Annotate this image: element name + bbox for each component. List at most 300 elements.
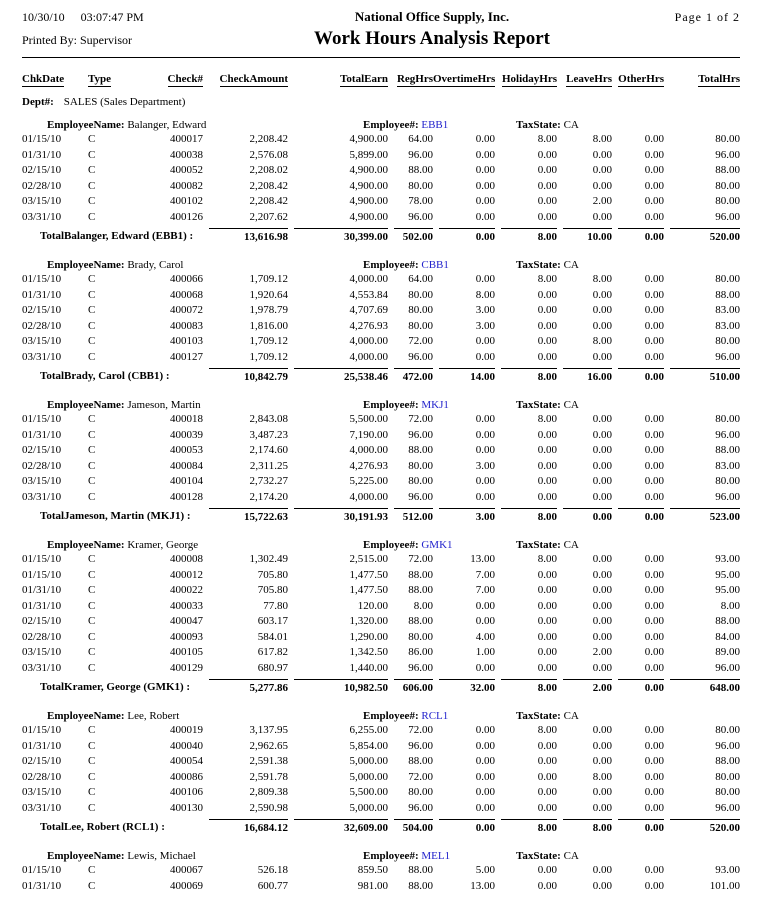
employee-header-cell xyxy=(22,530,740,552)
total-other-hrs xyxy=(612,365,664,383)
total-value: 0.00 xyxy=(618,228,664,243)
employee-number-link[interactable]: EBB1 xyxy=(421,119,449,131)
cell-overtime-hrs: 1.00 xyxy=(475,646,495,658)
detail-row xyxy=(22,568,740,584)
tax-state-label: TaxState: xyxy=(516,119,564,131)
report-title: Work Hours Analysis Report xyxy=(314,28,550,49)
cell-overtime-hrs: 0.00 xyxy=(475,724,495,736)
cell-chkdate: 03/15/10 xyxy=(22,786,62,798)
cell-reg-hrs: 72.00 xyxy=(408,724,433,736)
spacer-row xyxy=(22,694,740,701)
cell-reg-hrs: 88.00 xyxy=(408,164,433,176)
detail-row xyxy=(22,210,740,226)
detail-row xyxy=(22,801,740,817)
cell-chkdate: 01/15/10 xyxy=(22,553,62,565)
cell-type: C xyxy=(88,288,96,301)
cell-leave-hrs: 0.00 xyxy=(592,444,612,456)
total-value: 10,982.50 xyxy=(294,679,388,694)
cell-leave-hrs: 0.00 xyxy=(592,164,612,176)
detail-row xyxy=(22,785,740,801)
cell-chkdate: 02/28/10 xyxy=(22,630,62,643)
cell-other-hrs: 0.00 xyxy=(644,770,664,783)
cell-type: C xyxy=(88,164,96,176)
cell-overtime-hrs: 0.00 xyxy=(475,599,495,612)
cell-other-hrs: 0.00 xyxy=(644,179,664,192)
cell-reg-hrs: 80.00 xyxy=(408,319,433,332)
cell-check-amount: 584.01 xyxy=(257,630,288,643)
cell-holiday-hrs: 8.00 xyxy=(537,724,557,736)
cell-type: C xyxy=(88,273,96,285)
employee-number-label: Employee#: xyxy=(363,259,422,271)
cell-other-hrs: 0.00 xyxy=(644,319,664,332)
cell-total-hrs: 80.00 xyxy=(715,724,740,736)
cell-type: C xyxy=(88,739,96,752)
cell-check-amount: 1,978.79 xyxy=(249,304,288,316)
total-holiday-hrs xyxy=(495,676,557,694)
cell-overtime-hrs: 0.00 xyxy=(475,148,495,161)
cell-holiday-hrs: 8.00 xyxy=(537,273,557,285)
total-value: 0.00 xyxy=(618,508,664,523)
spacer-cell xyxy=(22,243,740,250)
total-check-amount xyxy=(203,676,288,694)
total-total-earn xyxy=(288,816,388,834)
total-total-earn xyxy=(288,225,388,243)
tax-state-label: TaxState: xyxy=(516,399,564,411)
cell-holiday-hrs: 0.00 xyxy=(537,661,557,674)
cell-check-number: 400022 xyxy=(170,584,203,596)
column-header-overtime-hrs xyxy=(433,58,495,90)
employee-header-cell xyxy=(22,701,740,723)
detail-row xyxy=(22,443,740,459)
total-value: 10.00 xyxy=(563,228,612,243)
cell-check-number: 400083 xyxy=(170,319,203,332)
cell-overtime-hrs: 13.00 xyxy=(470,879,495,892)
cell-other-hrs: 0.00 xyxy=(644,475,664,487)
detail-row xyxy=(22,474,740,490)
cell-total-earn: 6,255.00 xyxy=(349,724,388,736)
cell-chkdate: 03/15/10 xyxy=(22,335,62,347)
cell-leave-hrs: 0.00 xyxy=(592,319,612,332)
cell-overtime-hrs: 0.00 xyxy=(475,413,495,425)
cell-other-hrs: 0.00 xyxy=(644,133,664,145)
cell-chkdate: 02/28/10 xyxy=(22,770,62,783)
employee-total-label: TotalBalanger, Edward (EBB1) : xyxy=(40,229,194,242)
cell-reg-hrs: 72.00 xyxy=(408,770,433,783)
cell-total-earn: 4,900.00 xyxy=(349,133,388,145)
cell-chkdate: 02/15/10 xyxy=(22,304,62,316)
employee-number-group xyxy=(363,259,449,271)
cell-reg-hrs: 72.00 xyxy=(408,335,433,347)
column-header-label: RegHrs xyxy=(396,73,433,85)
cell-check-amount: 77.80 xyxy=(263,599,288,612)
cell-leave-hrs: 0.00 xyxy=(592,864,612,876)
total-value: 8.00 xyxy=(501,368,557,383)
cell-chkdate: 02/15/10 xyxy=(22,615,62,627)
cell-reg-hrs: 80.00 xyxy=(408,786,433,798)
total-value: 502.00 xyxy=(394,228,433,243)
dept-row xyxy=(22,90,740,110)
employee-header-row xyxy=(22,390,740,412)
total-holiday-hrs xyxy=(495,505,557,523)
cell-holiday-hrs: 0.00 xyxy=(537,615,557,627)
tax-state-value: CA xyxy=(563,539,579,551)
employee-header-cell xyxy=(22,250,740,272)
detail-row xyxy=(22,132,740,148)
tax-state-label: TaxState: xyxy=(516,539,564,551)
total-value: 8.00 xyxy=(563,819,612,834)
total-value: 3.00 xyxy=(439,508,495,523)
cell-total-earn: 4,900.00 xyxy=(349,164,388,176)
employee-number-link[interactable]: MEL1 xyxy=(421,850,451,862)
tax-state-group xyxy=(516,710,579,722)
print-datetime xyxy=(22,10,234,25)
cell-type: C xyxy=(88,584,96,596)
cell-holiday-hrs: 0.00 xyxy=(537,568,557,581)
cell-overtime-hrs: 3.00 xyxy=(475,319,495,332)
column-header-label: CheckAmount xyxy=(219,73,288,85)
cell-overtime-hrs: 4.00 xyxy=(475,630,495,643)
tax-state-label: TaxState: xyxy=(516,850,564,862)
cell-check-amount: 2,208.42 xyxy=(249,195,288,207)
report-body xyxy=(22,90,740,894)
cell-other-hrs: 0.00 xyxy=(644,413,664,425)
cell-holiday-hrs: 0.00 xyxy=(537,755,557,767)
cell-leave-hrs: 0.00 xyxy=(592,553,612,565)
cell-reg-hrs: 86.00 xyxy=(408,646,433,658)
employee-name-group xyxy=(47,710,179,722)
cell-overtime-hrs: 0.00 xyxy=(475,210,495,223)
cell-leave-hrs: 0.00 xyxy=(592,661,612,674)
cell-holiday-hrs: 0.00 xyxy=(537,179,557,192)
cell-leave-hrs: 0.00 xyxy=(592,879,612,892)
employee-header-cell xyxy=(22,841,740,863)
cell-leave-hrs: 0.00 xyxy=(592,413,612,425)
cell-reg-hrs: 88.00 xyxy=(408,444,433,456)
cell-reg-hrs: 64.00 xyxy=(408,133,433,145)
cell-type: C xyxy=(88,490,96,503)
spacer-cell xyxy=(22,694,740,701)
cell-reg-hrs: 96.00 xyxy=(408,739,433,752)
employee-name: Lewis, Michael xyxy=(127,850,196,862)
cell-leave-hrs: 0.00 xyxy=(592,801,612,814)
total-value: 523.00 xyxy=(670,508,740,523)
report-header xyxy=(22,9,740,50)
detail-row xyxy=(22,303,740,319)
cell-type: C xyxy=(88,724,96,736)
cell-total-hrs: 88.00 xyxy=(715,164,740,176)
cell-total-hrs: 95.00 xyxy=(715,584,740,596)
total-overtime-hrs xyxy=(433,365,495,383)
cell-check-number: 400128 xyxy=(170,490,203,503)
cell-type: C xyxy=(88,630,96,643)
total-total-hrs xyxy=(664,816,740,834)
cell-total-hrs: 80.00 xyxy=(715,179,740,192)
cell-leave-hrs: 8.00 xyxy=(592,273,612,285)
cell-other-hrs: 0.00 xyxy=(644,444,664,456)
column-header-label: OvertimeHrs xyxy=(433,73,496,85)
cell-check-amount: 680.97 xyxy=(257,661,288,674)
cell-leave-hrs: 0.00 xyxy=(592,475,612,487)
cell-type: C xyxy=(88,459,96,472)
total-value: 10,842.79 xyxy=(209,368,288,383)
cell-leave-hrs: 0.00 xyxy=(592,350,612,363)
total-value: 0.00 xyxy=(439,819,495,834)
spacer-row xyxy=(22,834,740,841)
employee-total-label: TotalKramer, George (GMK1) : xyxy=(40,680,191,693)
detail-row xyxy=(22,552,740,568)
cell-reg-hrs: 80.00 xyxy=(408,630,433,643)
cell-check-number: 400130 xyxy=(170,801,203,814)
total-other-hrs xyxy=(612,816,664,834)
cell-check-amount: 2,208.42 xyxy=(249,133,288,145)
employee-number-group xyxy=(363,119,448,131)
total-value: 512.00 xyxy=(394,508,433,523)
employee-name-group xyxy=(47,119,206,131)
cell-total-earn: 4,900.00 xyxy=(349,195,388,207)
cell-chkdate: 02/15/10 xyxy=(22,164,62,176)
cell-check-amount: 2,962.65 xyxy=(249,739,288,752)
tax-state-value: CA xyxy=(563,259,579,271)
total-reg-hrs xyxy=(388,505,433,523)
cell-total-earn: 4,900.00 xyxy=(349,210,388,223)
tax-state-label: TaxState: xyxy=(516,710,564,722)
employee-total-label: TotalJameson, Martin (MKJ1) : xyxy=(40,509,191,522)
cell-holiday-hrs: 0.00 xyxy=(537,148,557,161)
cell-other-hrs: 0.00 xyxy=(644,335,664,347)
column-header-other-hrs xyxy=(612,58,664,90)
cell-check-amount: 3,137.95 xyxy=(249,724,288,736)
total-value: 16.00 xyxy=(563,368,612,383)
cell-holiday-hrs: 8.00 xyxy=(537,413,557,425)
column-header-row xyxy=(22,58,740,90)
cell-leave-hrs: 8.00 xyxy=(592,770,612,783)
cell-type: C xyxy=(88,133,96,145)
cell-total-hrs: 83.00 xyxy=(715,459,740,472)
cell-leave-hrs: 0.00 xyxy=(592,428,612,441)
column-header-total-earn xyxy=(288,58,388,90)
cell-other-hrs: 0.00 xyxy=(644,755,664,767)
cell-other-hrs: 0.00 xyxy=(644,724,664,736)
cell-chkdate: 01/31/10 xyxy=(22,288,62,301)
employee-number-link[interactable]: MKJ1 xyxy=(421,399,449,411)
cell-holiday-hrs: 0.00 xyxy=(537,444,557,456)
cell-type: C xyxy=(88,661,96,674)
cell-chkdate: 03/15/10 xyxy=(22,475,62,487)
employee-number-label: Employee#: xyxy=(363,539,422,551)
cell-chkdate: 02/15/10 xyxy=(22,444,62,456)
total-leave-hrs xyxy=(557,676,612,694)
detail-row xyxy=(22,863,740,879)
column-header-reg-hrs xyxy=(388,58,433,90)
cell-leave-hrs: 0.00 xyxy=(592,490,612,503)
total-value: 648.00 xyxy=(670,679,740,694)
cell-check-number: 400084 xyxy=(170,459,203,472)
cell-chkdate: 01/15/10 xyxy=(22,568,62,581)
cell-check-number: 400052 xyxy=(170,164,203,176)
cell-total-hrs: 80.00 xyxy=(715,195,740,207)
column-header-check-number xyxy=(148,58,203,90)
detail-row xyxy=(22,288,740,304)
total-value: 8.00 xyxy=(501,508,557,523)
cell-overtime-hrs: 0.00 xyxy=(475,786,495,798)
cell-check-amount: 2,591.78 xyxy=(249,770,288,783)
cell-reg-hrs: 80.00 xyxy=(408,475,433,487)
cell-type: C xyxy=(88,444,96,456)
total-value: 32.00 xyxy=(439,679,495,694)
total-leave-hrs xyxy=(557,365,612,383)
cell-check-number: 400129 xyxy=(170,661,203,674)
total-value: 5,277.86 xyxy=(209,679,288,694)
cell-reg-hrs: 80.00 xyxy=(408,288,433,301)
tax-state-value: CA xyxy=(563,119,579,131)
total-value: 8.00 xyxy=(501,679,557,694)
total-value: 32,609.00 xyxy=(294,819,388,834)
report-table xyxy=(22,58,740,894)
cell-holiday-hrs: 0.00 xyxy=(537,739,557,752)
cell-overtime-hrs: 0.00 xyxy=(475,273,495,285)
cell-check-amount: 3,487.23 xyxy=(249,428,288,441)
cell-check-number: 400038 xyxy=(170,148,203,161)
cell-check-number: 400105 xyxy=(170,646,203,658)
cell-overtime-hrs: 0.00 xyxy=(475,755,495,767)
cell-reg-hrs: 96.00 xyxy=(408,428,433,441)
cell-check-amount: 600.77 xyxy=(257,879,288,892)
cell-leave-hrs: 0.00 xyxy=(592,568,612,581)
employee-name-group xyxy=(47,259,183,271)
cell-check-number: 400104 xyxy=(170,475,203,487)
cell-chkdate: 02/28/10 xyxy=(22,459,62,472)
total-value: 14.00 xyxy=(439,368,495,383)
cell-reg-hrs: 80.00 xyxy=(408,304,433,316)
cell-overtime-hrs: 3.00 xyxy=(475,304,495,316)
cell-total-earn: 4,000.00 xyxy=(349,350,388,363)
cell-overtime-hrs: 7.00 xyxy=(475,568,495,581)
employee-header-row xyxy=(22,530,740,552)
cell-other-hrs: 0.00 xyxy=(644,739,664,752)
cell-leave-hrs: 8.00 xyxy=(592,133,612,145)
total-total-hrs xyxy=(664,365,740,383)
total-value: 510.00 xyxy=(670,368,740,383)
cell-overtime-hrs: 13.00 xyxy=(470,553,495,565)
cell-reg-hrs: 8.00 xyxy=(413,599,433,612)
cell-other-hrs: 0.00 xyxy=(644,273,664,285)
employee-header-cell xyxy=(22,110,740,132)
employee-number-group xyxy=(363,399,449,411)
total-reg-hrs xyxy=(388,676,433,694)
cell-total-hrs: 88.00 xyxy=(715,755,740,767)
cell-check-amount: 1,709.12 xyxy=(249,335,288,347)
cell-other-hrs: 0.00 xyxy=(644,801,664,814)
employee-number-link[interactable]: RCL1 xyxy=(421,710,449,722)
cell-check-number: 400086 xyxy=(170,770,203,783)
printed-by: Printed By: Supervisor xyxy=(22,33,132,47)
cell-type: C xyxy=(88,304,96,316)
column-header-label: ChkDate xyxy=(22,73,65,85)
company-name: National Office Supply, Inc. xyxy=(354,9,510,24)
cell-reg-hrs: 96.00 xyxy=(408,210,433,223)
cell-total-hrs: 80.00 xyxy=(715,273,740,285)
total-value: 2.00 xyxy=(563,679,612,694)
cell-total-hrs: 96.00 xyxy=(715,428,740,441)
column-header-total-hrs xyxy=(664,58,740,90)
cell-other-hrs: 0.00 xyxy=(644,490,664,503)
cell-chkdate: 01/31/10 xyxy=(22,599,62,612)
cell-holiday-hrs: 0.00 xyxy=(537,786,557,798)
total-value: 15,722.63 xyxy=(209,508,288,523)
cell-total-hrs: 80.00 xyxy=(715,770,740,783)
cell-leave-hrs: 0.00 xyxy=(592,630,612,643)
column-header-holiday-hrs xyxy=(495,58,557,90)
detail-row xyxy=(22,661,740,677)
detail-row xyxy=(22,412,740,428)
cell-chkdate: 02/28/10 xyxy=(22,319,62,332)
cell-total-hrs: 96.00 xyxy=(715,661,740,674)
cell-check-number: 400102 xyxy=(170,195,203,207)
employee-number-link[interactable]: GMK1 xyxy=(421,539,453,551)
column-header-label: LeaveHrs xyxy=(566,73,612,85)
column-header-label: Type xyxy=(88,73,112,85)
employee-number-link[interactable]: CBB1 xyxy=(421,259,449,271)
cell-check-number: 400019 xyxy=(170,724,203,736)
cell-check-number: 400012 xyxy=(170,568,203,581)
cell-holiday-hrs: 0.00 xyxy=(537,335,557,347)
total-holiday-hrs xyxy=(495,816,557,834)
cell-check-amount: 1,816.00 xyxy=(249,319,288,332)
employee-number-group xyxy=(363,710,448,722)
cell-total-earn: 4,553.84 xyxy=(349,288,388,301)
employee-name-group xyxy=(47,399,201,411)
employee-total-row xyxy=(22,505,740,523)
total-total-hrs xyxy=(664,676,740,694)
employee-number-label: Employee#: xyxy=(363,850,422,862)
employee-name: Brady, Carol xyxy=(127,259,184,271)
employee-total-row xyxy=(22,225,740,243)
cell-total-earn: 5,000.00 xyxy=(349,770,388,783)
cell-total-hrs: 83.00 xyxy=(715,319,740,332)
cell-other-hrs: 0.00 xyxy=(644,615,664,627)
detail-row xyxy=(22,490,740,506)
cell-check-number: 400067 xyxy=(170,864,203,876)
cell-chkdate: 01/31/10 xyxy=(22,879,62,892)
cell-total-earn: 4,000.00 xyxy=(349,273,388,285)
cell-overtime-hrs: 3.00 xyxy=(475,459,495,472)
cell-overtime-hrs: 0.00 xyxy=(475,801,495,814)
cell-total-earn: 5,500.00 xyxy=(349,413,388,425)
cell-total-earn: 5,899.00 xyxy=(349,148,388,161)
cell-leave-hrs: 2.00 xyxy=(592,646,612,658)
cell-holiday-hrs: 0.00 xyxy=(537,864,557,876)
tax-state-group xyxy=(516,850,579,862)
cell-chkdate: 03/15/10 xyxy=(22,646,62,658)
cell-check-number: 400047 xyxy=(170,615,203,627)
cell-check-number: 400018 xyxy=(170,413,203,425)
total-check-amount xyxy=(203,505,288,523)
total-value: 30,399.00 xyxy=(294,228,388,243)
total-check-amount xyxy=(203,365,288,383)
cell-type: C xyxy=(88,615,96,627)
cell-reg-hrs: 72.00 xyxy=(408,553,433,565)
cell-holiday-hrs: 0.00 xyxy=(537,584,557,596)
cell-reg-hrs: 80.00 xyxy=(408,179,433,192)
cell-reg-hrs: 96.00 xyxy=(408,350,433,363)
spacer-row xyxy=(22,383,740,390)
spacer-cell xyxy=(22,834,740,841)
cell-chkdate: 03/15/10 xyxy=(22,195,62,207)
cell-check-number: 400103 xyxy=(170,335,203,347)
spacer-cell xyxy=(22,523,740,530)
cell-check-number: 400082 xyxy=(170,179,203,192)
tax-state-value: CA xyxy=(563,710,579,722)
